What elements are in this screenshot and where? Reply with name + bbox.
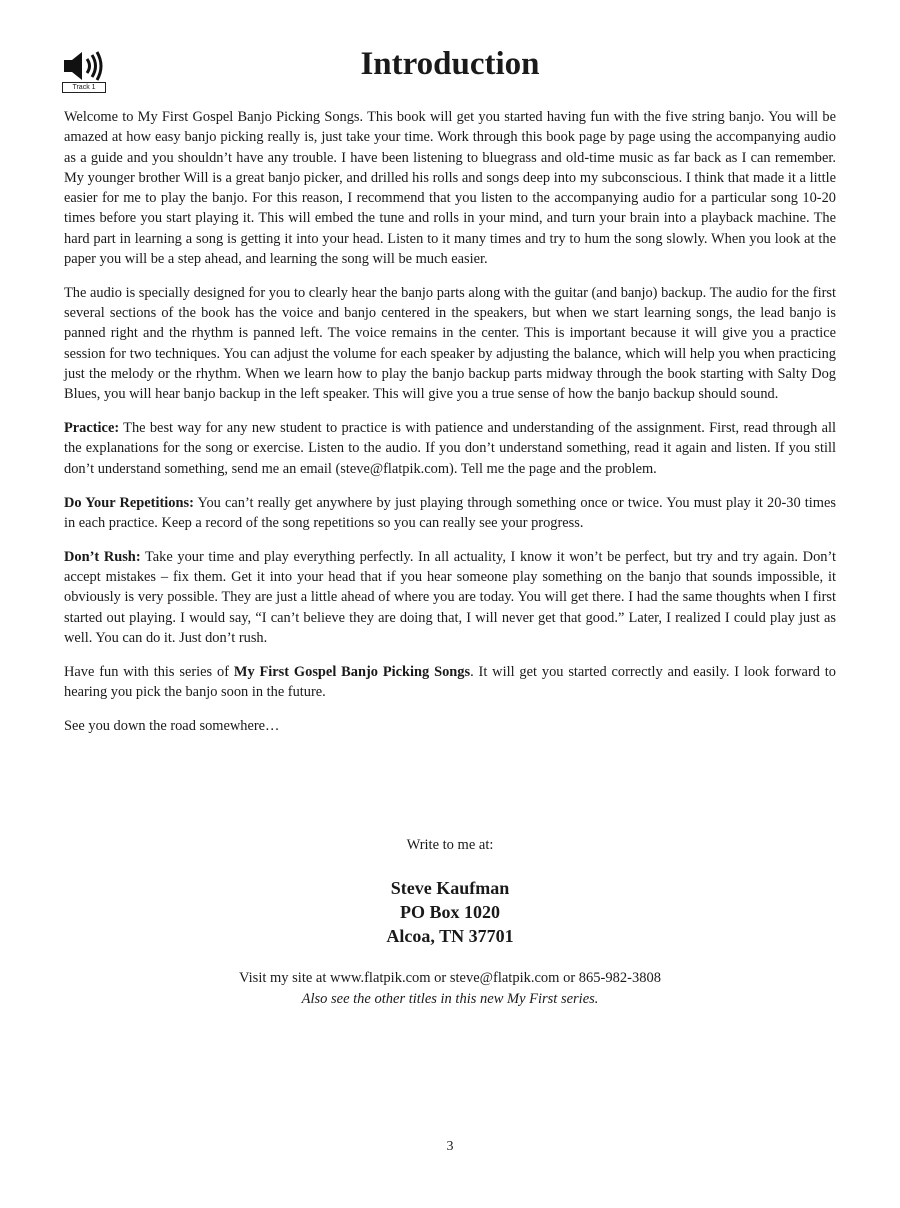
- paragraph-welcome: Welcome to My First Gospel Banjo Picking Songs. This book will get you started having fun with the five string banjo. You will be amazed at how easy banjo picking really is, just take your time. Work through this book page by page using the accompanying audio as a guide and you shouldn’t have any trouble. I have been listening to bluegrass and old-time music as far back as I can remember. My younger brother Will is a great banjo picker, and drilled his rolls and songs deep into my subconscious. I think that made it a little easier for me to play the banjo. For this reason, I recommend that you listen to the accompanying audio for a particular song 10-20 times before you start playing it. This will embed the tune and rolls in your mind, and turn your brain into a playback machine. The hard part in learning a song is getting it into your head. Listen to it many times and try to hum the song slowly. When you look at the paper you will be a step ahead, and learning the song will be much easier.: [64, 109, 836, 268]
- paragraph-dont-rush: [64, 547, 836, 648]
- have-fun-after: . It will get you started correctly and easily. I look forward to hearing you pick the banjo soon in the future.: [64, 663, 836, 700]
- paragraph-have-fun: [64, 662, 836, 703]
- address-po-box: PO Box 1020: [399, 902, 500, 922]
- mailing-address: [0, 876, 900, 948]
- page-title: Introduction: [360, 46, 540, 82]
- paragraph-repetitions: [64, 493, 836, 534]
- body-text: [64, 107, 836, 750]
- practice-label: Practice:: [64, 420, 120, 437]
- paragraph-closing: See you down the road somewhere…: [64, 717, 280, 734]
- practice-text: The best way for any new student to practice is with patience and understanding of the assignment. First, read through all the explanations for the song or exercise. Listen to the audio. If you don’t understand something, read it again and listen. If you still don’t understand something, send me an email (steve@flatpik.com). Tell me the page and the problem.: [64, 420, 836, 477]
- also-see-line: Also see the other titles in this new My First series.: [301, 991, 599, 1007]
- have-fun-before: Have fun with this series of: [64, 663, 234, 680]
- series-title: My First Gospel Banjo Picking Songs: [233, 663, 471, 680]
- repetitions-label: Do Your Repetitions:: [64, 494, 194, 511]
- paragraph-practice: [64, 418, 836, 479]
- dont-rush-text: Take your time and play everything perfectly. In all actuality, I know it won’t be perfect, but try and try again. Don’t accept mistakes – fix them. Get it into your head that if you hear someone play something on the banjo that sounds impossible, it obviously is very possible. They are just a little ahead of where you are today. You will get there. I had the same thoughts when I first started out playing. I would say, “I can’t believe they are doing that, I will never get that good.” Later, I realized I could play just as well. You can do it. Just don’t rush.: [64, 548, 836, 646]
- website-contact-line: Visit my site at www.flatpik.com or steve@flatpik.com or 865-982-3808: [239, 970, 661, 986]
- write-to-label: Write to me at:: [406, 837, 494, 853]
- address-city: Alcoa, TN 37701: [386, 926, 514, 946]
- dont-rush-label: Don’t Rush:: [64, 548, 141, 565]
- track-label: Track 1: [62, 82, 106, 93]
- repetitions-text: You can’t really get anywhere by just playing through something once or twice. You must play it 20-30 times in each practice. Keep a record of the song repetitions so you can really see your progress.: [64, 494, 836, 531]
- address-name: Steve Kaufman: [390, 878, 510, 898]
- paragraph-audio: The audio is specially designed for you to clearly hear the banjo parts along with the guitar (and banjo) backup. The audio for the first several sections of the book has the voice and banjo centered in the speakers, but when we start learning songs, the lead banjo is panned right and the rhythm is panned left. The voice remains in the center. This is important because it will give you a practice session for two techniques. You can adjust the volume for each speaker by adjusting the balance, which will help you when practicing just the melody or the rhythm. When we learn how to play the banjo backup parts midway through the book starting with Salty Dog Blues, you will hear banjo backup in the left speaker. This will give you a true sense of how the banjo backup should sound.: [64, 284, 836, 403]
- page-number: 3: [446, 1139, 454, 1154]
